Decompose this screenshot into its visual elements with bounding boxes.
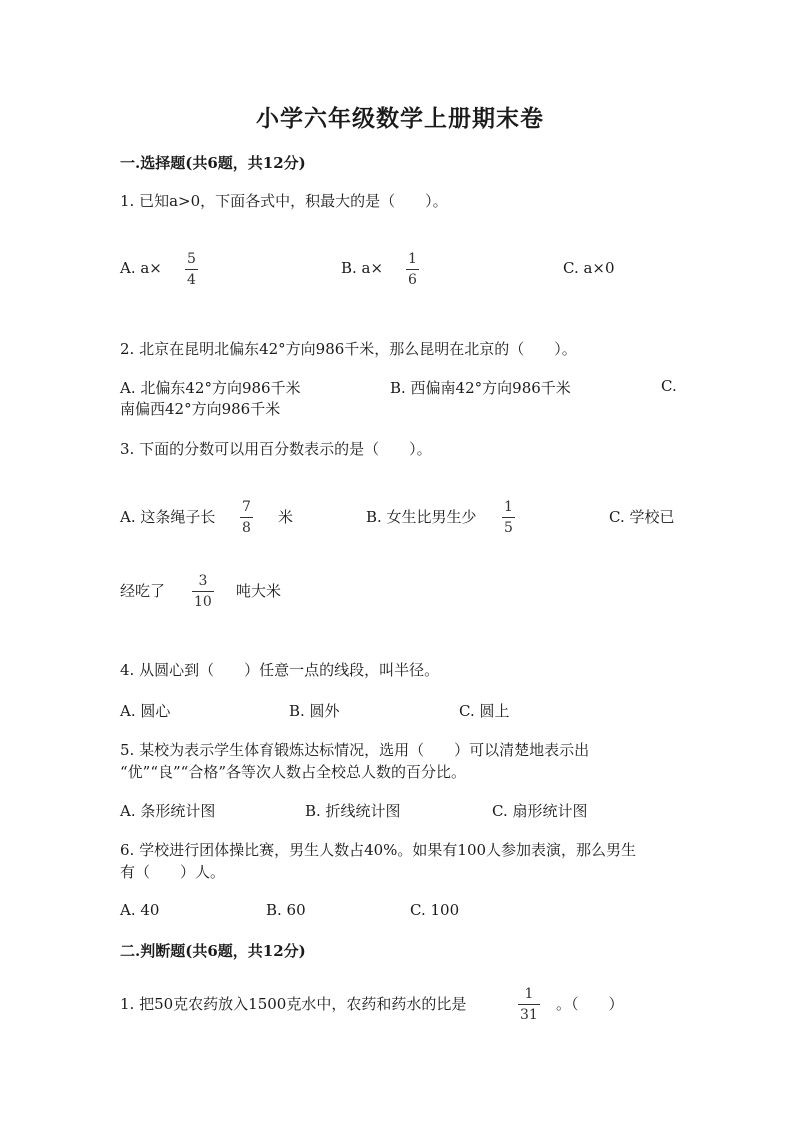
q4-option-c: C. 圆上 xyxy=(459,702,510,720)
q6-option-a: A. 40 xyxy=(120,901,160,919)
judgement-1-answer-blank: 。（ ） xyxy=(556,995,624,1013)
q5-option-c: C. 扇形统计图 xyxy=(492,802,588,820)
question-6-line-2: 有（ ）人。 xyxy=(120,863,226,881)
q1-option-c: C. a×0 xyxy=(563,259,615,277)
fraction-numerator: 1 xyxy=(408,251,417,267)
question-5-line-2: “优”“良”“合格”各等次人数占全校总人数的百分比。 xyxy=(120,763,467,781)
q2-option-c-label: C. xyxy=(661,377,677,395)
q5-option-b: B. 折线统计图 xyxy=(305,802,401,820)
q2-option-a: A. 北偏东42°方向986千米 xyxy=(120,379,301,397)
q3-option-a-fraction xyxy=(240,500,253,535)
section-heading-judgement: 二.判断题(共6题，共12分) xyxy=(120,942,306,960)
q6-option-c: C. 100 xyxy=(410,901,460,919)
judgement-1: 1. 把50克农药放入1500克水中，农药和药水的比是 xyxy=(120,995,467,1013)
fraction-denominator: 8 xyxy=(242,520,251,536)
q6-option-b: B. 60 xyxy=(266,901,306,919)
fraction-denominator: 10 xyxy=(194,594,212,610)
page-title: 小学六年级数学上册期末卷 xyxy=(256,105,544,132)
fraction-numerator: 5 xyxy=(187,251,196,267)
judgement-1-fraction xyxy=(518,987,540,1022)
fraction-denominator: 31 xyxy=(520,1007,538,1023)
q3-option-a-label: A. 这条绳子长 xyxy=(120,508,216,526)
q1-option-a-fraction xyxy=(185,252,198,287)
fraction-numerator: 3 xyxy=(198,573,208,589)
question-1: 1. 已知a>0，下面各式中，积最大的是（ ）。 xyxy=(120,192,448,210)
fraction-numerator: 1 xyxy=(524,986,534,1002)
fraction-denominator: 5 xyxy=(504,520,513,536)
question-3: 3. 下面的分数可以用百分数表示的是（ ）。 xyxy=(120,440,432,458)
q5-option-a: A. 条形统计图 xyxy=(120,802,216,820)
q3-option-c-text: 经吃了 xyxy=(120,582,166,600)
q1-option-a-label: A. a× xyxy=(120,259,162,277)
q1-option-b-fraction xyxy=(406,252,419,287)
question-2: 2. 北京在昆明北偏东42°方向986千米，那么昆明在北京的（ ）。 xyxy=(120,340,577,358)
q3-option-b-fraction xyxy=(502,500,515,535)
q2-option-c-text: 南偏西42°方向986千米 xyxy=(120,400,281,418)
q3-option-a-unit: 米 xyxy=(278,508,294,526)
q3-option-c-fraction xyxy=(192,574,214,609)
fraction-numerator: 1 xyxy=(504,499,513,515)
q1-option-b-label: B. a× xyxy=(341,259,384,277)
fraction-denominator: 4 xyxy=(187,272,196,288)
question-5-line-1: 5. 某校为表示学生体育锻炼达标情况，选用（ ）可以清楚地表示出 xyxy=(120,741,590,759)
q4-option-a: A. 圆心 xyxy=(120,702,171,720)
q2-option-b: B. 西偏南42°方向986千米 xyxy=(390,379,571,397)
question-4: 4. 从圆心到（ ）任意一点的线段，叫半径。 xyxy=(120,661,440,679)
question-6-line-1: 6. 学校进行团体操比赛，男生人数占40%。如果有100人参加表演，那么男生 xyxy=(120,841,637,859)
q3-option-c-label: C. 学校已 xyxy=(609,508,675,526)
fraction-denominator: 6 xyxy=(408,272,417,288)
q3-option-b-label: B. 女生比男生少 xyxy=(366,508,477,526)
fraction-numerator: 7 xyxy=(242,499,251,515)
q3-option-c-unit: 吨大米 xyxy=(236,582,282,600)
section-heading-choice: 一.选择题(共6题，共12分) xyxy=(120,154,306,172)
q4-option-b: B. 圆外 xyxy=(289,702,340,720)
